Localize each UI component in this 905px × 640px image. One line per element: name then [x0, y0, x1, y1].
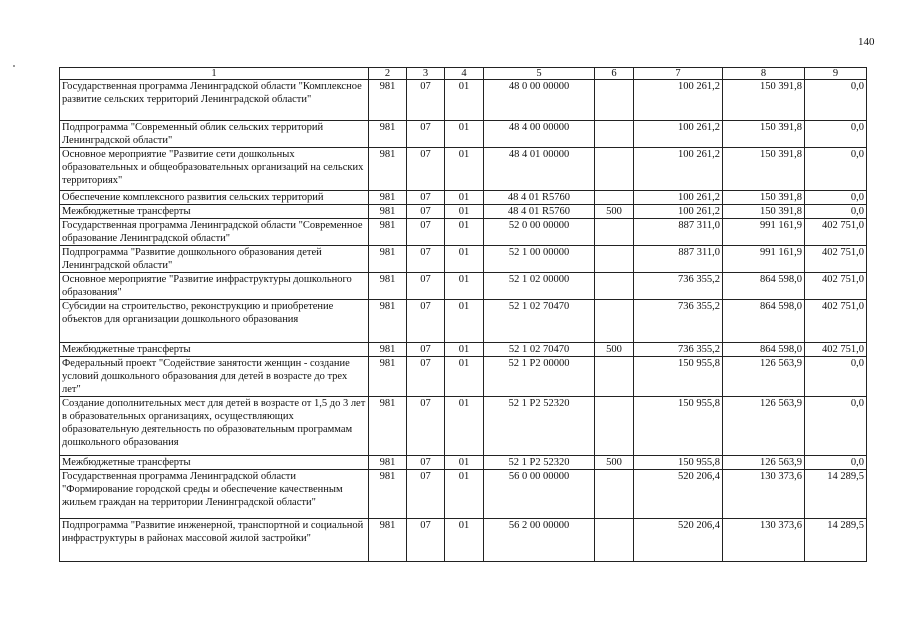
cell-section: 07	[407, 191, 445, 205]
header-cell: 5	[484, 68, 595, 80]
cell-name: Создание дополнительных мест для детей в возрасте от 1,5 до 3 лет в образовательных организациях, осуществляющих образовательную деятельность по образовательным программам дошкольного образования	[60, 397, 369, 456]
cell-expense-type	[595, 357, 634, 397]
cell-amount-col9: 0,0	[805, 148, 867, 191]
cell-name: Государственная программа Ленинградской области "Формирование городской среды и обеспечение качественным жильем граждан на территории Ленинградской области"	[60, 470, 369, 519]
cell-subsection: 01	[445, 219, 484, 246]
cell-expense-type	[595, 191, 634, 205]
cell-amount-col8: 864 598,0	[723, 300, 805, 343]
cell-amount-col8: 864 598,0	[723, 273, 805, 300]
cell-amount-col7: 887 311,0	[634, 246, 723, 273]
cell-target-article: 56 2 00 00000	[484, 519, 595, 562]
cell-expense-type	[595, 219, 634, 246]
header-cell: 3	[407, 68, 445, 80]
cell-expense-type	[595, 148, 634, 191]
cell-ministry-code: 981	[369, 148, 407, 191]
cell-target-article: 52 0 00 00000	[484, 219, 595, 246]
cell-name: Межбюджетные трансферты	[60, 456, 369, 470]
cell-amount-col8: 130 373,6	[723, 470, 805, 519]
cell-amount-col8: 864 598,0	[723, 343, 805, 357]
cell-amount-col8: 150 391,8	[723, 148, 805, 191]
cell-name: Основное мероприятие "Развитие инфраструктуры дошкольного образования"	[60, 273, 369, 300]
cell-amount-col7: 100 261,2	[634, 121, 723, 148]
cell-subsection: 01	[445, 519, 484, 562]
table-row	[60, 205, 867, 219]
cell-target-article: 48 4 01 R5760	[484, 191, 595, 205]
cell-expense-type: 500	[595, 343, 634, 357]
cell-subsection: 01	[445, 273, 484, 300]
cell-subsection: 01	[445, 456, 484, 470]
header-cell: 8	[723, 68, 805, 80]
cell-expense-type	[595, 397, 634, 456]
cell-amount-col8: 126 563,9	[723, 456, 805, 470]
table-row	[60, 219, 867, 246]
cell-section: 07	[407, 80, 445, 121]
table-row	[60, 148, 867, 191]
header-cell: 1	[60, 68, 369, 80]
cell-ministry-code: 981	[369, 357, 407, 397]
cell-name: Государственная программа Ленинградской области "Комплексное развитие сельских территорий Ленинградской области"	[60, 80, 369, 121]
header-cell: 7	[634, 68, 723, 80]
cell-target-article: 52 1 02 70470	[484, 300, 595, 343]
cell-subsection: 01	[445, 470, 484, 519]
cell-section: 07	[407, 121, 445, 148]
cell-subsection: 01	[445, 205, 484, 219]
cell-target-article: 52 1 00 00000	[484, 246, 595, 273]
header-cell: 9	[805, 68, 867, 80]
cell-ministry-code: 981	[369, 470, 407, 519]
cell-amount-col7: 100 261,2	[634, 80, 723, 121]
cell-target-article: 48 0 00 00000	[484, 80, 595, 121]
table-row	[60, 191, 867, 205]
table-row	[60, 397, 867, 456]
cell-section: 07	[407, 456, 445, 470]
cell-target-article: 48 4 01 00000	[484, 148, 595, 191]
cell-section: 07	[407, 519, 445, 562]
cell-section: 07	[407, 470, 445, 519]
cell-target-article: 48 4 00 00000	[484, 121, 595, 148]
cell-ministry-code: 981	[369, 246, 407, 273]
cell-target-article: 52 1 02 70470	[484, 343, 595, 357]
cell-expense-type	[595, 121, 634, 148]
cell-name: Обеспечение комплексного развития сельских территорий	[60, 191, 369, 205]
cell-name: Межбюджетные трансферты	[60, 343, 369, 357]
cell-section: 07	[407, 397, 445, 456]
cell-amount-col7: 520 206,4	[634, 519, 723, 562]
cell-subsection: 01	[445, 191, 484, 205]
cell-expense-type	[595, 470, 634, 519]
cell-amount-col8: 126 563,9	[723, 397, 805, 456]
header-row	[60, 68, 867, 80]
cell-section: 07	[407, 273, 445, 300]
page-number: 140	[858, 36, 875, 48]
cell-name: Федеральный проект "Содействие занятости женщин - создание условий дошкольного образования для детей в возрасте до трех лет"	[60, 357, 369, 397]
cell-amount-col9: 14 289,5	[805, 519, 867, 562]
table-row	[60, 343, 867, 357]
cell-amount-col9: 402 751,0	[805, 273, 867, 300]
table-row	[60, 80, 867, 121]
table-row	[60, 470, 867, 519]
cell-section: 07	[407, 148, 445, 191]
cell-name: Межбюджетные трансферты	[60, 205, 369, 219]
table-row	[60, 300, 867, 343]
table-row	[60, 246, 867, 273]
cell-amount-col9: 0,0	[805, 191, 867, 205]
cell-amount-col8: 150 391,8	[723, 205, 805, 219]
cell-ministry-code: 981	[369, 397, 407, 456]
cell-section: 07	[407, 205, 445, 219]
cell-subsection: 01	[445, 80, 484, 121]
cell-amount-col8: 150 391,8	[723, 121, 805, 148]
cell-amount-col9: 402 751,0	[805, 219, 867, 246]
cell-ministry-code: 981	[369, 121, 407, 148]
cell-amount-col9: 0,0	[805, 205, 867, 219]
cell-amount-col9: 0,0	[805, 121, 867, 148]
cell-name: Государственная программа Ленинградской области "Современное образование Ленинградской области"	[60, 219, 369, 246]
cell-name: Субсидии на строительство, реконструкцию и приобретение объектов для организации дошкольного образования	[60, 300, 369, 343]
cell-ministry-code: 981	[369, 273, 407, 300]
cell-amount-col7: 100 261,2	[634, 191, 723, 205]
cell-amount-col8: 991 161,9	[723, 246, 805, 273]
cell-target-article: 52 1 P2 52320	[484, 456, 595, 470]
cell-name: Подпрограмма "Развитие инженерной, транспортной и социальной инфраструктуры в районах массовой жилой застройки"	[60, 519, 369, 562]
cell-amount-col9: 0,0	[805, 456, 867, 470]
cell-amount-col7: 150 955,8	[634, 397, 723, 456]
cell-section: 07	[407, 219, 445, 246]
cell-subsection: 01	[445, 397, 484, 456]
cell-amount-col7: 100 261,2	[634, 205, 723, 219]
cell-ministry-code: 981	[369, 343, 407, 357]
cell-expense-type: 500	[595, 205, 634, 219]
cell-target-article: 52 1 P2 52320	[484, 397, 595, 456]
cell-amount-col7: 736 355,2	[634, 300, 723, 343]
cell-subsection: 01	[445, 121, 484, 148]
table-row	[60, 456, 867, 470]
cell-subsection: 01	[445, 343, 484, 357]
cell-expense-type	[595, 246, 634, 273]
table-row	[60, 273, 867, 300]
header-cell: 4	[445, 68, 484, 80]
cell-amount-col7: 736 355,2	[634, 273, 723, 300]
table-row	[60, 519, 867, 562]
cell-section: 07	[407, 300, 445, 343]
cell-amount-col8: 991 161,9	[723, 219, 805, 246]
cell-ministry-code: 981	[369, 456, 407, 470]
cell-expense-type	[595, 300, 634, 343]
cell-amount-col8: 130 373,6	[723, 519, 805, 562]
cell-subsection: 01	[445, 246, 484, 273]
header-cell: 2	[369, 68, 407, 80]
budget-table	[59, 67, 867, 562]
cell-expense-type: 500	[595, 456, 634, 470]
cell-section: 07	[407, 343, 445, 357]
cell-section: 07	[407, 357, 445, 397]
cell-ministry-code: 981	[369, 191, 407, 205]
cell-subsection: 01	[445, 300, 484, 343]
cell-amount-col9: 402 751,0	[805, 343, 867, 357]
cell-name: Подпрограмма "Развитие дошкольного образования детей Ленинградской области"	[60, 246, 369, 273]
cell-amount-col9: 0,0	[805, 357, 867, 397]
cell-amount-col8: 150 391,8	[723, 191, 805, 205]
cell-amount-col9: 0,0	[805, 397, 867, 456]
cell-expense-type	[595, 519, 634, 562]
cell-amount-col9: 14 289,5	[805, 470, 867, 519]
cell-amount-col7: 150 955,8	[634, 357, 723, 397]
cell-name: Основное мероприятие "Развитие сети дошкольных образовательных и общеобразовательных организаций на сельских территориях"	[60, 148, 369, 191]
cell-target-article: 52 1 P2 00000	[484, 357, 595, 397]
cell-amount-col9: 0,0	[805, 80, 867, 121]
cell-expense-type	[595, 80, 634, 121]
cell-expense-type	[595, 273, 634, 300]
cell-amount-col9: 402 751,0	[805, 246, 867, 273]
cell-ministry-code: 981	[369, 519, 407, 562]
cell-amount-col9: 402 751,0	[805, 300, 867, 343]
table-row	[60, 121, 867, 148]
cell-name: Подпрограмма "Современный облик сельских территорий Ленинградской области"	[60, 121, 369, 148]
cell-amount-col7: 100 261,2	[634, 148, 723, 191]
cell-target-article: 52 1 02 00000	[484, 273, 595, 300]
cell-subsection: 01	[445, 357, 484, 397]
cell-target-article: 48 4 01 R5760	[484, 205, 595, 219]
table-row	[60, 357, 867, 397]
cell-section: 07	[407, 246, 445, 273]
cell-ministry-code: 981	[369, 300, 407, 343]
header-cell: 6	[595, 68, 634, 80]
cell-amount-col7: 887 311,0	[634, 219, 723, 246]
cell-amount-col7: 520 206,4	[634, 470, 723, 519]
cell-ministry-code: 981	[369, 205, 407, 219]
cell-amount-col7: 150 955,8	[634, 456, 723, 470]
cell-subsection: 01	[445, 148, 484, 191]
cell-ministry-code: 981	[369, 219, 407, 246]
cell-ministry-code: 981	[369, 80, 407, 121]
cell-amount-col8: 126 563,9	[723, 357, 805, 397]
cell-amount-col7: 736 355,2	[634, 343, 723, 357]
stray-mark	[13, 65, 15, 67]
cell-target-article: 56 0 00 00000	[484, 470, 595, 519]
cell-amount-col8: 150 391,8	[723, 80, 805, 121]
